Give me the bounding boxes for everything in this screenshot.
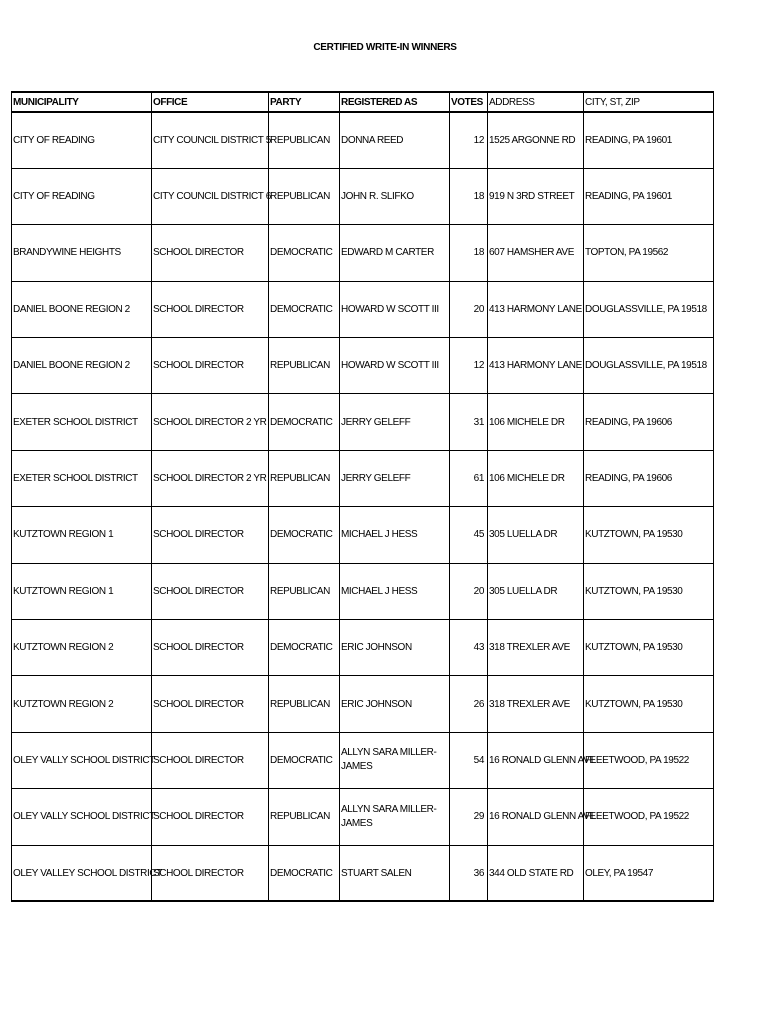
cell-city-st-zip: READING, PA 19601 <box>584 168 714 224</box>
cell-party: DEMOCRATIC <box>269 620 340 676</box>
cell-office: SCHOOL DIRECTOR 2 YR <box>152 394 269 450</box>
cell-office: SCHOOL DIRECTOR <box>152 845 269 901</box>
cell-votes: 43 <box>450 620 488 676</box>
document-title: CERTIFIED WRITE-IN WINNERS <box>313 42 457 53</box>
header-registered-as: REGISTERED AS <box>340 92 450 112</box>
cell-party: DEMOCRATIC <box>269 394 340 450</box>
cell-address: 344 OLD STATE RD <box>488 845 584 901</box>
header-municipality: MUNICIPALITY <box>12 92 152 112</box>
table-row <box>12 281 714 337</box>
cell-city-st-zip: READING, PA 19606 <box>584 394 714 450</box>
cell-votes: 18 <box>450 168 488 224</box>
cell-municipality: DANIEL BOONE REGION 2 <box>12 281 152 337</box>
cell-office: SCHOOL DIRECTOR <box>152 225 269 281</box>
cell-office: SCHOOL DIRECTOR 2 YR <box>152 450 269 506</box>
cell-municipality: CITY OF READING <box>12 168 152 224</box>
table-header-row <box>12 92 714 112</box>
cell-address: 106 MICHELE DR <box>488 450 584 506</box>
cell-registered-as: ERIC JOHNSON <box>340 620 450 676</box>
cell-address: 318 TREXLER AVE <box>488 676 584 732</box>
cell-city-st-zip: FLEETWOOD, PA 19522 <box>584 789 714 845</box>
cell-votes: 12 <box>450 338 488 394</box>
cell-office: SCHOOL DIRECTOR <box>152 338 269 394</box>
cell-city-st-zip: DOUGLASSVILLE, PA 19518 <box>584 281 714 337</box>
cell-address: 305 LUELLA DR <box>488 507 584 563</box>
cell-registered-as: MICHAEL J HESS <box>340 507 450 563</box>
table-row <box>12 394 714 450</box>
cell-party: DEMOCRATIC <box>269 732 340 788</box>
table-body <box>12 112 714 901</box>
cell-votes: 20 <box>450 281 488 337</box>
cell-office: CITY COUNCIL DISTRICT 5 <box>152 112 269 168</box>
cell-office: SCHOOL DIRECTOR <box>152 281 269 337</box>
cell-city-st-zip: READING, PA 19601 <box>584 112 714 168</box>
cell-city-st-zip: FLEETWOOD, PA 19522 <box>584 732 714 788</box>
cell-office: SCHOOL DIRECTOR <box>152 676 269 732</box>
table-row <box>12 789 714 845</box>
cell-address: 16 RONALD GLENN AVE <box>488 789 584 845</box>
cell-party: REPUBLICAN <box>269 676 340 732</box>
cell-city-st-zip: KUTZTOWN, PA 19530 <box>584 676 714 732</box>
cell-city-st-zip: KUTZTOWN, PA 19530 <box>584 620 714 676</box>
cell-registered-as: ALLYN SARA MILLER-JAMES <box>340 789 450 845</box>
cell-municipality: OLEY VALLY SCHOOL DISTRICT <box>12 789 152 845</box>
table-row <box>12 563 714 619</box>
cell-votes: 26 <box>450 676 488 732</box>
header-city-st-zip: CITY, ST, ZIP <box>584 92 714 112</box>
cell-office: SCHOOL DIRECTOR <box>152 620 269 676</box>
table-row <box>12 676 714 732</box>
cell-city-st-zip: KUTZTOWN, PA 19530 <box>584 563 714 619</box>
cell-municipality: EXETER SCHOOL DISTRICT <box>12 394 152 450</box>
cell-municipality: KUTZTOWN REGION 2 <box>12 676 152 732</box>
table-row <box>12 450 714 506</box>
table-row <box>12 112 714 168</box>
cell-votes: 54 <box>450 732 488 788</box>
cell-address: 919 N 3RD STREET <box>488 168 584 224</box>
cell-votes: 36 <box>450 845 488 901</box>
cell-party: REPUBLICAN <box>269 112 340 168</box>
cell-votes: 31 <box>450 394 488 450</box>
cell-address: 413 HARMONY LANE <box>488 281 584 337</box>
table-row <box>12 845 714 901</box>
cell-address: 305 LUELLA DR <box>488 563 584 619</box>
cell-party: REPUBLICAN <box>269 338 340 394</box>
cell-municipality: OLEY VALLEY SCHOOL DISTRICT <box>12 845 152 901</box>
cell-party: DEMOCRATIC <box>269 225 340 281</box>
cell-votes: 18 <box>450 225 488 281</box>
header-address: ADDRESS <box>488 92 584 112</box>
cell-votes: 12 <box>450 112 488 168</box>
cell-address: 413 HARMONY LANE <box>488 338 584 394</box>
cell-votes: 20 <box>450 563 488 619</box>
cell-city-st-zip: READING, PA 19606 <box>584 450 714 506</box>
cell-party: REPUBLICAN <box>269 563 340 619</box>
cell-office: SCHOOL DIRECTOR <box>152 732 269 788</box>
cell-votes: 45 <box>450 507 488 563</box>
cell-party: REPUBLICAN <box>269 450 340 506</box>
cell-party: REPUBLICAN <box>269 789 340 845</box>
cell-municipality: KUTZTOWN REGION 1 <box>12 507 152 563</box>
cell-office: SCHOOL DIRECTOR <box>152 789 269 845</box>
cell-registered-as: HOWARD W SCOTT III <box>340 281 450 337</box>
header-office: OFFICE <box>152 92 269 112</box>
cell-office: SCHOOL DIRECTOR <box>152 507 269 563</box>
table-row <box>12 507 714 563</box>
cell-address: 106 MICHELE DR <box>488 394 584 450</box>
cell-address: 1525 ARGONNE RD <box>488 112 584 168</box>
cell-registered-as: MICHAEL J HESS <box>340 563 450 619</box>
cell-party: DEMOCRATIC <box>269 281 340 337</box>
cell-registered-as: JERRY GELEFF <box>340 394 450 450</box>
cell-address: 607 HAMSHER AVE <box>488 225 584 281</box>
cell-registered-as: ALLYN SARA MILLER-JAMES <box>340 732 450 788</box>
cell-registered-as: JOHN R. SLIFKO <box>340 168 450 224</box>
cell-municipality: KUTZTOWN REGION 1 <box>12 563 152 619</box>
cell-city-st-zip: DOUGLASSVILLE, PA 19518 <box>584 338 714 394</box>
header-votes: VOTES <box>450 92 488 112</box>
table-row <box>12 620 714 676</box>
cell-registered-as: DONNA REED <box>340 112 450 168</box>
cell-municipality: BRANDYWINE HEIGHTS <box>12 225 152 281</box>
cell-municipality: OLEY VALLY SCHOOL DISTRICT <box>12 732 152 788</box>
cell-registered-as: JERRY GELEFF <box>340 450 450 506</box>
cell-municipality: CITY OF READING <box>12 112 152 168</box>
table-row <box>12 225 714 281</box>
cell-municipality: KUTZTOWN REGION 2 <box>12 620 152 676</box>
cell-city-st-zip: OLEY, PA 19547 <box>584 845 714 901</box>
cell-registered-as: STUART SALEN <box>340 845 450 901</box>
cell-address: 318 TREXLER AVE <box>488 620 584 676</box>
cell-city-st-zip: KUTZTOWN, PA 19530 <box>584 507 714 563</box>
cell-party: DEMOCRATIC <box>269 845 340 901</box>
cell-votes: 29 <box>450 789 488 845</box>
cell-registered-as: EDWARD M CARTER <box>340 225 450 281</box>
cell-city-st-zip: TOPTON, PA 19562 <box>584 225 714 281</box>
header-party: PARTY <box>269 92 340 112</box>
cell-municipality: EXETER SCHOOL DISTRICT <box>12 450 152 506</box>
cell-municipality: DANIEL BOONE REGION 2 <box>12 338 152 394</box>
cell-office: CITY COUNCIL DISTRICT 6 <box>152 168 269 224</box>
table-row <box>12 338 714 394</box>
cell-registered-as: ERIC JOHNSON <box>340 676 450 732</box>
table-row <box>12 732 714 788</box>
cell-address: 16 RONALD GLENN AVE <box>488 732 584 788</box>
cell-votes: 61 <box>450 450 488 506</box>
write-in-winners-table <box>11 91 714 902</box>
cell-party: REPUBLICAN <box>269 168 340 224</box>
cell-party: DEMOCRATIC <box>269 507 340 563</box>
cell-registered-as: HOWARD W SCOTT III <box>340 338 450 394</box>
table-row <box>12 168 714 224</box>
cell-office: SCHOOL DIRECTOR <box>152 563 269 619</box>
